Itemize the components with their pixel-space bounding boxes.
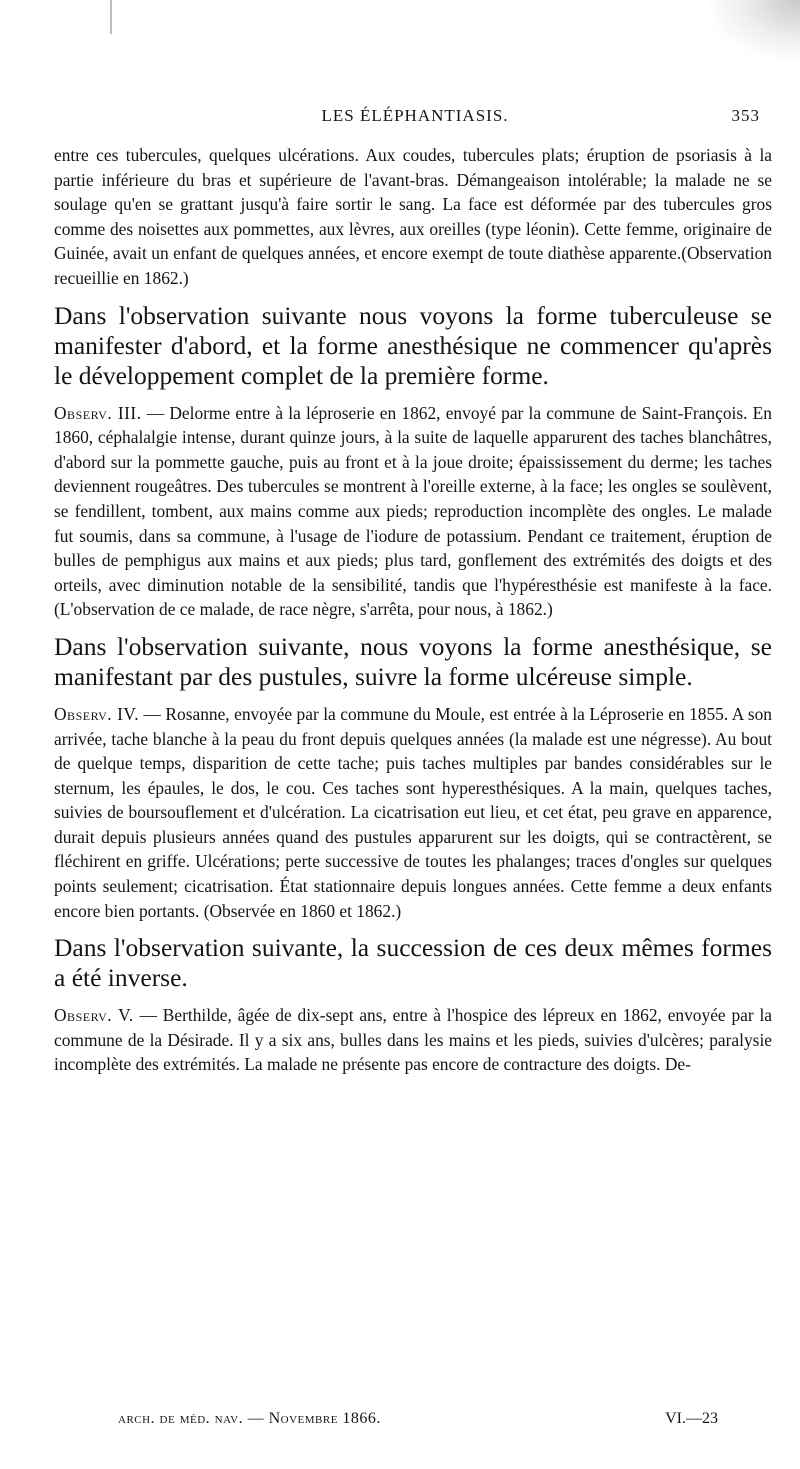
page-body: [54, 143, 772, 1077]
signature-mark: VI.—23: [665, 1410, 718, 1427]
paragraph-intro-observation-3: Dans l'observation suivante nous voyons la forme tuberculeuse se manifester d'abord, et la forme anesthésique ne commencer qu'après le développement complet de la première forme.: [54, 300, 772, 390]
observation-3-label: Observ. III.: [54, 402, 142, 423]
observation-4-text: — Rosanne, envoyée par la commune du Moule, est entrée à la Léproserie en 1855. A son arrivée, tache blanche à la peau du front depuis quelques années (la malade est une négresse). Au bout de quelque temps, disparition de cette tache; puis taches multiples par bandes considérables sur le sternum, les épaules, le dos, le cou. Ces taches sont hyperesthésiques. A la main, quelques taches, suivies de boursouflement et d'ulcération. La cicatrisation eut lieu, et cet état, peu grave en apparence, durait depuis plusieurs années quand des pustules apparurent sur les doigts, qui se contractèrent, se fléchirent en griffe. Ulcérations; perte successive de toutes les phalanges; traces d'ongles sur quelques points seulement; cicatrisation. État stationnaire depuis longues années. Cette femme a deux enfants encore bien portants. (Observée en 1860 et 1862.): [54, 703, 772, 921]
page-number: 353: [731, 106, 760, 125]
observation-3-text: — Delorme entre à la léproserie en 1862, envoyé par la commune de Saint-François. En 1860, céphalalgie intense, durant quinze jours, à la suite de laquelle apparurent des taches blanchâtres, d'abord sur la pommette gauche, puis au front et à la joue droite; épaississement du derme; les taches deviennent rougeâtres. Des tubercules se montrent à l'oreille externe, à la face; les ongles se soulèvent, se fendillent, tombent, aux mains comme aux pieds; reproduction incomplète des ongles. Le malade fut soumis, dans sa commune, à l'usage de l'iodure de potassium. Pendant ce traitement, éruption de bulles de pemphigus aux mains et aux pieds; plus tard, gonflement des extrémités des doigts et des orteils, avec diminution notable de la sensibilité, tandis que l'hypéresthésie est manifeste à la face. (L'observation de ce malade, de race nègre, s'arrêta, pour nous, à 1862.): [54, 402, 772, 620]
journal-reference: arch. de méd. nav. — Novembre 1866.: [118, 1410, 381, 1427]
paragraph-intro-observation-4: Dans l'observation suivante, nous voyons la forme anesthésique, se manifestant par des pustules, suivre la forme ulcéreuse simple.: [54, 631, 772, 691]
scan-edge-shadow: [710, 0, 800, 60]
observation-4-label: Observ. IV.: [54, 703, 140, 724]
scan-mark-line: [110, 0, 112, 34]
observation-4: [54, 702, 772, 923]
observation-3: [54, 401, 772, 622]
observation-5-label: Observ. V.: [54, 1005, 134, 1026]
page-header: [60, 106, 770, 130]
running-title: LES ÉLÉPHANTIASIS.: [321, 106, 509, 125]
observation-5-text: — Berthilde, âgée de dix-sept ans, entre à l'hospice des lépreux en 1862, envoyée par la commune de la Désirade. Il y a six ans, bulles dans les mains et les pieds, suivies d'ulcères; paralysie incomplète des extrémités. La malade ne présente pas encore de contracture des doigts. De-: [54, 1005, 772, 1075]
paragraph-case-continuation: entre ces tubercules, quelques ulcérations. Aux coudes, tubercules plats; éruption de psoriasis à la partie inférieure du bras et supérieure de l'avant-bras. Démangeaison intolérable; la malade ne se soulage qu'en se grattant jusqu'à faire sortir le sang. La face est déformée par des tubercules gros comme des noisettes aux pommettes, aux lèvres, aux oreilles (type léonin). Cette femme, originaire de Guinée, avait un enfant de quelques années, et encore exempt de toute diathèse apparente.(Observation recueillie en 1862.): [54, 145, 772, 288]
observation-5: [54, 1003, 772, 1077]
paragraph-intro-observation-5: Dans l'observation suivante, la succession de ces deux mêmes formes a été inverse.: [54, 933, 772, 993]
page-footer: [118, 1410, 718, 1428]
